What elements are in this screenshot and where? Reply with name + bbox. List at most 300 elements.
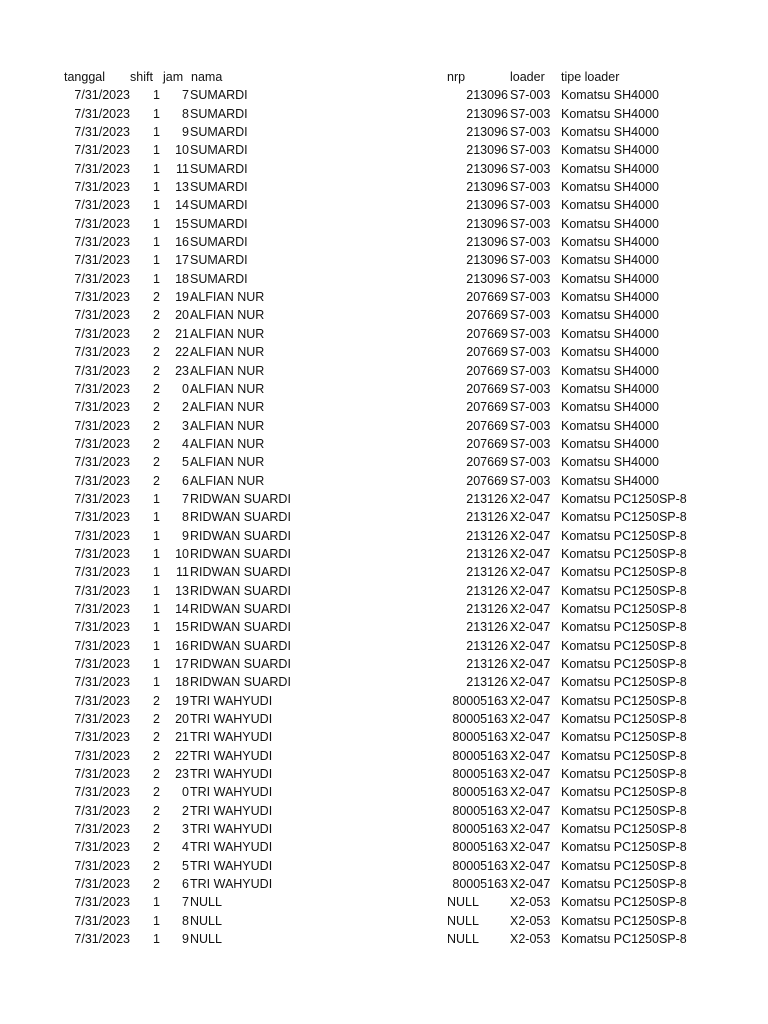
- table-row: [0, 912, 768, 930]
- cell-tipe-loader: Komatsu SH4000: [561, 235, 659, 250]
- cell-loader: X2-053: [510, 932, 551, 947]
- cell-nama: RIDWAN SUARDI: [190, 601, 291, 616]
- cell-nrp: 213126: [466, 510, 508, 525]
- cell-tipe-loader: Komatsu PC1250SP-8: [561, 638, 687, 653]
- cell-tipe-loader: Komatsu PC1250SP-8: [561, 528, 687, 543]
- cell-tipe-loader: Komatsu SH4000: [561, 216, 659, 231]
- cell-shift: 1: [153, 216, 160, 231]
- cell-loader: X2-047: [510, 748, 551, 763]
- cell-nrp: 207669: [466, 473, 508, 488]
- cell-nama: ALFIAN NUR: [190, 381, 265, 396]
- table-row: [0, 637, 768, 655]
- table-row: [0, 288, 768, 306]
- cell-tipe-loader: Komatsu SH4000: [561, 198, 659, 213]
- cell-jam: 2: [182, 803, 189, 818]
- table-row: [0, 380, 768, 398]
- cell-loader: S7-003: [510, 271, 551, 286]
- cell-tanggal: 7/31/2023: [74, 106, 130, 121]
- cell-tanggal: 7/31/2023: [74, 308, 130, 323]
- cell-tipe-loader: Komatsu SH4000: [561, 88, 659, 103]
- cell-tipe-loader: Komatsu SH4000: [561, 381, 659, 396]
- table-row: [0, 453, 768, 471]
- cell-jam: 6: [182, 877, 189, 892]
- cell-nama: TRI WAHYUDI: [190, 730, 273, 745]
- cell-nama: TRI WAHYUDI: [190, 748, 273, 763]
- table-row: [0, 838, 768, 856]
- cell-shift: 2: [153, 436, 160, 451]
- cell-loader: X2-047: [510, 638, 551, 653]
- cell-tanggal: 7/31/2023: [74, 455, 130, 470]
- cell-tanggal: 7/31/2023: [74, 657, 130, 671]
- table-row: [0, 747, 768, 765]
- table-row: [0, 178, 768, 196]
- cell-jam: 14: [175, 198, 189, 213]
- cell-shift: 2: [153, 767, 160, 782]
- cell-tipe-loader: Komatsu PC1250SP-8: [561, 748, 687, 763]
- table-row: [0, 857, 768, 875]
- cell-tipe-loader: Komatsu PC1250SP-8: [561, 565, 687, 580]
- table-row: [0, 783, 768, 801]
- cell-tanggal: 7/31/2023: [74, 381, 130, 396]
- cell-nama: ALFIAN NUR: [190, 345, 265, 360]
- cell-nrp: 213096: [466, 161, 508, 176]
- cell-nama: SUMARDI: [190, 161, 248, 176]
- cell-jam: 6: [182, 473, 189, 488]
- table-row: [0, 527, 768, 545]
- cell-nrp: 207669: [466, 308, 508, 323]
- cell-jam: 22: [175, 748, 189, 763]
- cell-nama: TRI WAHYUDI: [190, 693, 273, 708]
- cell-tanggal: 7/31/2023: [74, 418, 130, 433]
- cell-loader: X2-047: [510, 620, 551, 635]
- cell-tanggal: 7/31/2023: [74, 748, 130, 763]
- cell-tipe-loader: Komatsu PC1250SP-8: [561, 840, 687, 855]
- cell-nrp: NULL: [447, 895, 479, 910]
- cell-shift: 1: [153, 565, 160, 580]
- cell-tipe-loader: Komatsu SH4000: [561, 143, 659, 158]
- cell-jam: 5: [182, 858, 189, 873]
- cell-tipe-loader: Komatsu PC1250SP-8: [561, 858, 687, 873]
- cell-nama: SUMARDI: [190, 143, 248, 158]
- cell-shift: 2: [153, 345, 160, 360]
- header-tipe-loader: tipe loader: [561, 70, 620, 84]
- cell-nrp: 213126: [466, 565, 508, 580]
- cell-nrp: 213096: [466, 125, 508, 140]
- cell-tanggal: 7/31/2023: [74, 565, 130, 580]
- cell-shift: 2: [153, 840, 160, 855]
- cell-tipe-loader: Komatsu SH4000: [561, 125, 659, 140]
- cell-nrp: 213126: [466, 491, 508, 506]
- cell-loader: X2-047: [510, 546, 551, 561]
- table-row: [0, 196, 768, 214]
- cell-tipe-loader: Komatsu SH4000: [561, 436, 659, 451]
- data-sheet: [0, 68, 768, 949]
- cell-nrp: 213126: [466, 528, 508, 543]
- cell-nrp: 207669: [466, 363, 508, 378]
- cell-nama: TRI WAHYUDI: [190, 877, 273, 892]
- cell-shift: 2: [153, 455, 160, 470]
- cell-nama: RIDWAN SUARDI: [190, 620, 291, 635]
- cell-tanggal: 7/31/2023: [74, 767, 130, 782]
- cell-tanggal: 7/31/2023: [74, 601, 130, 616]
- cell-tanggal: 7/31/2023: [74, 363, 130, 378]
- cell-tanggal: 7/31/2023: [74, 620, 130, 635]
- header-loader: loader: [510, 70, 545, 84]
- cell-shift: 1: [153, 638, 160, 653]
- cell-jam: 21: [175, 326, 189, 341]
- table-row: [0, 233, 768, 251]
- cell-nrp: 213096: [466, 253, 508, 268]
- cell-nrp: 80005163: [452, 858, 508, 873]
- cell-tipe-loader: Komatsu SH4000: [561, 400, 659, 415]
- cell-shift: 1: [153, 271, 160, 286]
- cell-jam: 21: [175, 730, 189, 745]
- cell-nama: TRI WAHYUDI: [190, 803, 273, 818]
- cell-nrp: 207669: [466, 436, 508, 451]
- cell-jam: 23: [175, 363, 189, 378]
- cell-tanggal: 7/31/2023: [74, 932, 130, 947]
- cell-shift: 2: [153, 473, 160, 488]
- cell-tipe-loader: Komatsu PC1250SP-8: [561, 693, 687, 708]
- cell-jam: 16: [175, 235, 189, 250]
- cell-jam: 13: [175, 583, 189, 598]
- table-row: [0, 893, 768, 911]
- cell-tanggal: 7/31/2023: [74, 546, 130, 561]
- cell-tipe-loader: Komatsu PC1250SP-8: [561, 895, 687, 910]
- cell-tipe-loader: Komatsu PC1250SP-8: [561, 712, 687, 727]
- cell-tipe-loader: Komatsu SH4000: [561, 106, 659, 121]
- cell-loader: X2-053: [510, 895, 551, 910]
- header-nama: nama: [191, 70, 223, 84]
- cell-jam: 5: [182, 455, 189, 470]
- cell-jam: 15: [175, 620, 189, 635]
- table-row: [0, 343, 768, 361]
- cell-nrp: 80005163: [452, 803, 508, 818]
- cell-tanggal: 7/31/2023: [74, 913, 130, 928]
- table-row: [0, 875, 768, 893]
- cell-nama: RIDWAN SUARDI: [190, 583, 291, 598]
- cell-shift: 1: [153, 491, 160, 506]
- cell-nrp: 213096: [466, 271, 508, 286]
- cell-jam: 3: [182, 822, 189, 837]
- cell-tanggal: 7/31/2023: [74, 583, 130, 598]
- cell-jam: 0: [182, 381, 189, 396]
- table-row: [0, 618, 768, 636]
- cell-tanggal: 7/31/2023: [74, 528, 130, 543]
- cell-shift: 1: [153, 546, 160, 561]
- cell-loader: S7-003: [510, 161, 551, 176]
- cell-loader: X2-047: [510, 877, 551, 892]
- cell-nama: TRI WAHYUDI: [190, 785, 273, 800]
- table-row: [0, 820, 768, 838]
- cell-tanggal: 7/31/2023: [74, 161, 130, 176]
- table-row: [0, 160, 768, 178]
- cell-tipe-loader: Komatsu PC1250SP-8: [561, 657, 687, 671]
- cell-jam: 20: [175, 712, 189, 727]
- cell-nama: NULL: [190, 932, 222, 947]
- cell-tanggal: 7/31/2023: [74, 785, 130, 800]
- cell-jam: 4: [182, 840, 189, 855]
- header-row: [0, 68, 768, 86]
- cell-nama: RIDWAN SUARDI: [190, 528, 291, 543]
- cell-nama: RIDWAN SUARDI: [190, 657, 291, 671]
- cell-shift: 1: [153, 180, 160, 195]
- cell-shift: 2: [153, 803, 160, 818]
- cell-jam: 17: [175, 657, 189, 671]
- cell-shift: 1: [153, 143, 160, 158]
- table-row: [0, 435, 768, 453]
- table-row: [0, 251, 768, 269]
- cell-jam: 10: [175, 546, 189, 561]
- cell-nrp: 80005163: [452, 822, 508, 837]
- data-rows: [0, 86, 768, 948]
- cell-jam: 22: [175, 345, 189, 360]
- cell-nrp: 213126: [466, 583, 508, 598]
- cell-nama: ALFIAN NUR: [190, 436, 265, 451]
- cell-loader: S7-003: [510, 436, 551, 451]
- cell-jam: 3: [182, 418, 189, 433]
- cell-nama: NULL: [190, 913, 222, 928]
- cell-shift: 2: [153, 693, 160, 708]
- cell-tipe-loader: Komatsu PC1250SP-8: [561, 620, 687, 635]
- cell-nrp: NULL: [447, 913, 479, 928]
- cell-tanggal: 7/31/2023: [74, 436, 130, 451]
- cell-loader: X2-047: [510, 693, 551, 708]
- cell-nama: ALFIAN NUR: [190, 473, 265, 488]
- cell-tanggal: 7/31/2023: [74, 510, 130, 525]
- cell-shift: 2: [153, 858, 160, 873]
- cell-tipe-loader: Komatsu PC1250SP-8: [561, 822, 687, 837]
- cell-tipe-loader: Komatsu SH4000: [561, 161, 659, 176]
- cell-jam: 11: [176, 161, 189, 176]
- cell-tipe-loader: Komatsu SH4000: [561, 363, 659, 378]
- cell-tipe-loader: Komatsu PC1250SP-8: [561, 803, 687, 818]
- cell-tanggal: 7/31/2023: [74, 253, 130, 268]
- cell-jam: 19: [175, 290, 189, 305]
- table-row: [0, 563, 768, 581]
- cell-shift: 1: [153, 88, 160, 103]
- cell-nama: ALFIAN NUR: [190, 400, 265, 415]
- cell-shift: 1: [153, 198, 160, 213]
- cell-shift: 2: [153, 877, 160, 892]
- cell-tipe-loader: Komatsu PC1250SP-8: [561, 767, 687, 782]
- cell-jam: 7: [182, 88, 189, 103]
- cell-shift: 1: [153, 583, 160, 598]
- cell-jam: 8: [182, 510, 189, 525]
- cell-nama: ALFIAN NUR: [190, 308, 265, 323]
- cell-tanggal: 7/31/2023: [74, 693, 130, 708]
- cell-nrp: 80005163: [452, 877, 508, 892]
- table-row: [0, 802, 768, 820]
- cell-nama: SUMARDI: [190, 88, 248, 103]
- cell-tipe-loader: Komatsu SH4000: [561, 308, 659, 323]
- cell-nama: SUMARDI: [190, 235, 248, 250]
- cell-shift: 2: [153, 400, 160, 415]
- cell-nama: SUMARDI: [190, 253, 248, 268]
- cell-loader: X2-047: [510, 785, 551, 800]
- cell-shift: 1: [153, 601, 160, 616]
- table-row: [0, 600, 768, 618]
- cell-nama: RIDWAN SUARDI: [190, 675, 291, 690]
- cell-nrp: 213096: [466, 88, 508, 103]
- cell-loader: S7-003: [510, 143, 551, 158]
- cell-loader: S7-003: [510, 180, 551, 195]
- cell-jam: 14: [175, 601, 189, 616]
- cell-tipe-loader: Komatsu SH4000: [561, 271, 659, 286]
- cell-tanggal: 7/31/2023: [74, 712, 130, 727]
- cell-loader: X2-047: [510, 528, 551, 543]
- cell-nrp: 213126: [466, 546, 508, 561]
- cell-jam: 13: [175, 180, 189, 195]
- cell-tipe-loader: Komatsu PC1250SP-8: [561, 583, 687, 598]
- cell-tipe-loader: Komatsu PC1250SP-8: [561, 675, 687, 690]
- cell-jam: 18: [175, 271, 189, 286]
- cell-tipe-loader: Komatsu SH4000: [561, 345, 659, 360]
- cell-nama: ALFIAN NUR: [190, 290, 265, 305]
- cell-jam: 7: [182, 895, 189, 910]
- cell-nrp: 80005163: [452, 730, 508, 745]
- cell-nama: RIDWAN SUARDI: [190, 638, 291, 653]
- cell-tanggal: 7/31/2023: [74, 803, 130, 818]
- cell-nama: SUMARDI: [190, 125, 248, 140]
- cell-loader: S7-003: [510, 106, 551, 121]
- cell-nama: RIDWAN SUARDI: [190, 510, 291, 525]
- cell-tanggal: 7/31/2023: [74, 180, 130, 195]
- cell-shift: 1: [153, 620, 160, 635]
- cell-tipe-loader: Komatsu PC1250SP-8: [561, 601, 687, 616]
- cell-nrp: 80005163: [452, 840, 508, 855]
- cell-tipe-loader: Komatsu PC1250SP-8: [561, 913, 687, 928]
- table-row: [0, 765, 768, 783]
- cell-loader: X2-047: [510, 858, 551, 873]
- cell-tipe-loader: Komatsu PC1250SP-8: [561, 546, 687, 561]
- cell-jam: 9: [182, 125, 189, 140]
- table-row: [0, 545, 768, 563]
- cell-loader: X2-047: [510, 840, 551, 855]
- cell-tanggal: 7/31/2023: [74, 638, 130, 653]
- cell-loader: X2-047: [510, 803, 551, 818]
- table-row: [0, 710, 768, 728]
- cell-tipe-loader: Komatsu SH4000: [561, 326, 659, 341]
- cell-tanggal: 7/31/2023: [74, 473, 130, 488]
- cell-shift: 2: [153, 822, 160, 837]
- cell-loader: X2-047: [510, 767, 551, 782]
- cell-jam: 23: [175, 767, 189, 782]
- table-row: [0, 86, 768, 104]
- table-row: [0, 490, 768, 508]
- header-shift: shift: [130, 70, 153, 84]
- cell-loader: X2-047: [510, 712, 551, 727]
- cell-nama: SUMARDI: [190, 271, 248, 286]
- cell-shift: 1: [153, 235, 160, 250]
- cell-nrp: 80005163: [452, 693, 508, 708]
- cell-shift: 1: [153, 675, 160, 690]
- table-row: [0, 692, 768, 710]
- cell-tanggal: 7/31/2023: [74, 235, 130, 250]
- cell-nrp: 207669: [466, 455, 508, 470]
- cell-jam: 16: [175, 638, 189, 653]
- cell-nama: TRI WAHYUDI: [190, 767, 273, 782]
- cell-loader: X2-047: [510, 510, 551, 525]
- cell-tanggal: 7/31/2023: [74, 198, 130, 213]
- cell-tipe-loader: Komatsu PC1250SP-8: [561, 730, 687, 745]
- cell-nrp: 207669: [466, 326, 508, 341]
- cell-loader: X2-047: [510, 730, 551, 745]
- cell-loader: S7-003: [510, 363, 551, 378]
- cell-tipe-loader: Komatsu PC1250SP-8: [561, 785, 687, 800]
- cell-nrp: 213096: [466, 216, 508, 231]
- cell-jam: 9: [182, 932, 189, 947]
- cell-loader: S7-003: [510, 326, 551, 341]
- cell-tipe-loader: Komatsu SH4000: [561, 473, 659, 488]
- cell-nrp: 213096: [466, 198, 508, 213]
- cell-loader: X2-047: [510, 822, 551, 837]
- cell-tanggal: 7/31/2023: [74, 400, 130, 415]
- cell-loader: S7-003: [510, 381, 551, 396]
- cell-tipe-loader: Komatsu SH4000: [561, 455, 659, 470]
- cell-jam: 15: [175, 216, 189, 231]
- cell-loader: X2-047: [510, 565, 551, 580]
- table-row: [0, 123, 768, 141]
- cell-nrp: 213096: [466, 235, 508, 250]
- cell-nrp: NULL: [447, 932, 479, 947]
- cell-nrp: 80005163: [452, 712, 508, 727]
- cell-nama: ALFIAN NUR: [190, 326, 265, 341]
- cell-shift: 2: [153, 418, 160, 433]
- header-tanggal: tanggal: [64, 70, 106, 84]
- cell-tipe-loader: Komatsu PC1250SP-8: [561, 877, 687, 892]
- cell-nrp: 207669: [466, 418, 508, 433]
- cell-nama: RIDWAN SUARDI: [190, 546, 291, 561]
- cell-nrp: 80005163: [452, 767, 508, 782]
- cell-jam: 0: [182, 785, 189, 800]
- cell-nama: SUMARDI: [190, 180, 248, 195]
- cell-tanggal: 7/31/2023: [74, 822, 130, 837]
- cell-loader: S7-003: [510, 308, 551, 323]
- cell-loader: S7-003: [510, 216, 551, 231]
- cell-loader: S7-003: [510, 345, 551, 360]
- cell-loader: X2-047: [510, 657, 551, 671]
- cell-nrp: 213096: [466, 180, 508, 195]
- table-row: [0, 215, 768, 233]
- table-row: [0, 105, 768, 123]
- cell-loader: S7-003: [510, 253, 551, 268]
- cell-tanggal: 7/31/2023: [74, 290, 130, 305]
- cell-nama: RIDWAN SUARDI: [190, 565, 291, 580]
- cell-shift: 1: [153, 125, 160, 140]
- cell-shift: 1: [153, 913, 160, 928]
- cell-jam: 9: [182, 528, 189, 543]
- cell-loader: S7-003: [510, 473, 551, 488]
- cell-nama: SUMARDI: [190, 216, 248, 231]
- cell-jam: 18: [175, 675, 189, 690]
- cell-nrp: 207669: [466, 290, 508, 305]
- cell-nama: ALFIAN NUR: [190, 455, 265, 470]
- cell-tanggal: 7/31/2023: [74, 125, 130, 140]
- cell-nama: ALFIAN NUR: [190, 418, 265, 433]
- cell-nrp: 213126: [466, 620, 508, 635]
- cell-tanggal: 7/31/2023: [74, 491, 130, 506]
- cell-shift: 2: [153, 326, 160, 341]
- cell-tanggal: 7/31/2023: [74, 877, 130, 892]
- cell-loader: S7-003: [510, 125, 551, 140]
- cell-nrp: 213096: [466, 143, 508, 158]
- cell-nama: SUMARDI: [190, 106, 248, 121]
- cell-jam: 20: [175, 308, 189, 323]
- table-row: [0, 141, 768, 159]
- cell-tanggal: 7/31/2023: [74, 730, 130, 745]
- cell-loader: S7-003: [510, 88, 551, 103]
